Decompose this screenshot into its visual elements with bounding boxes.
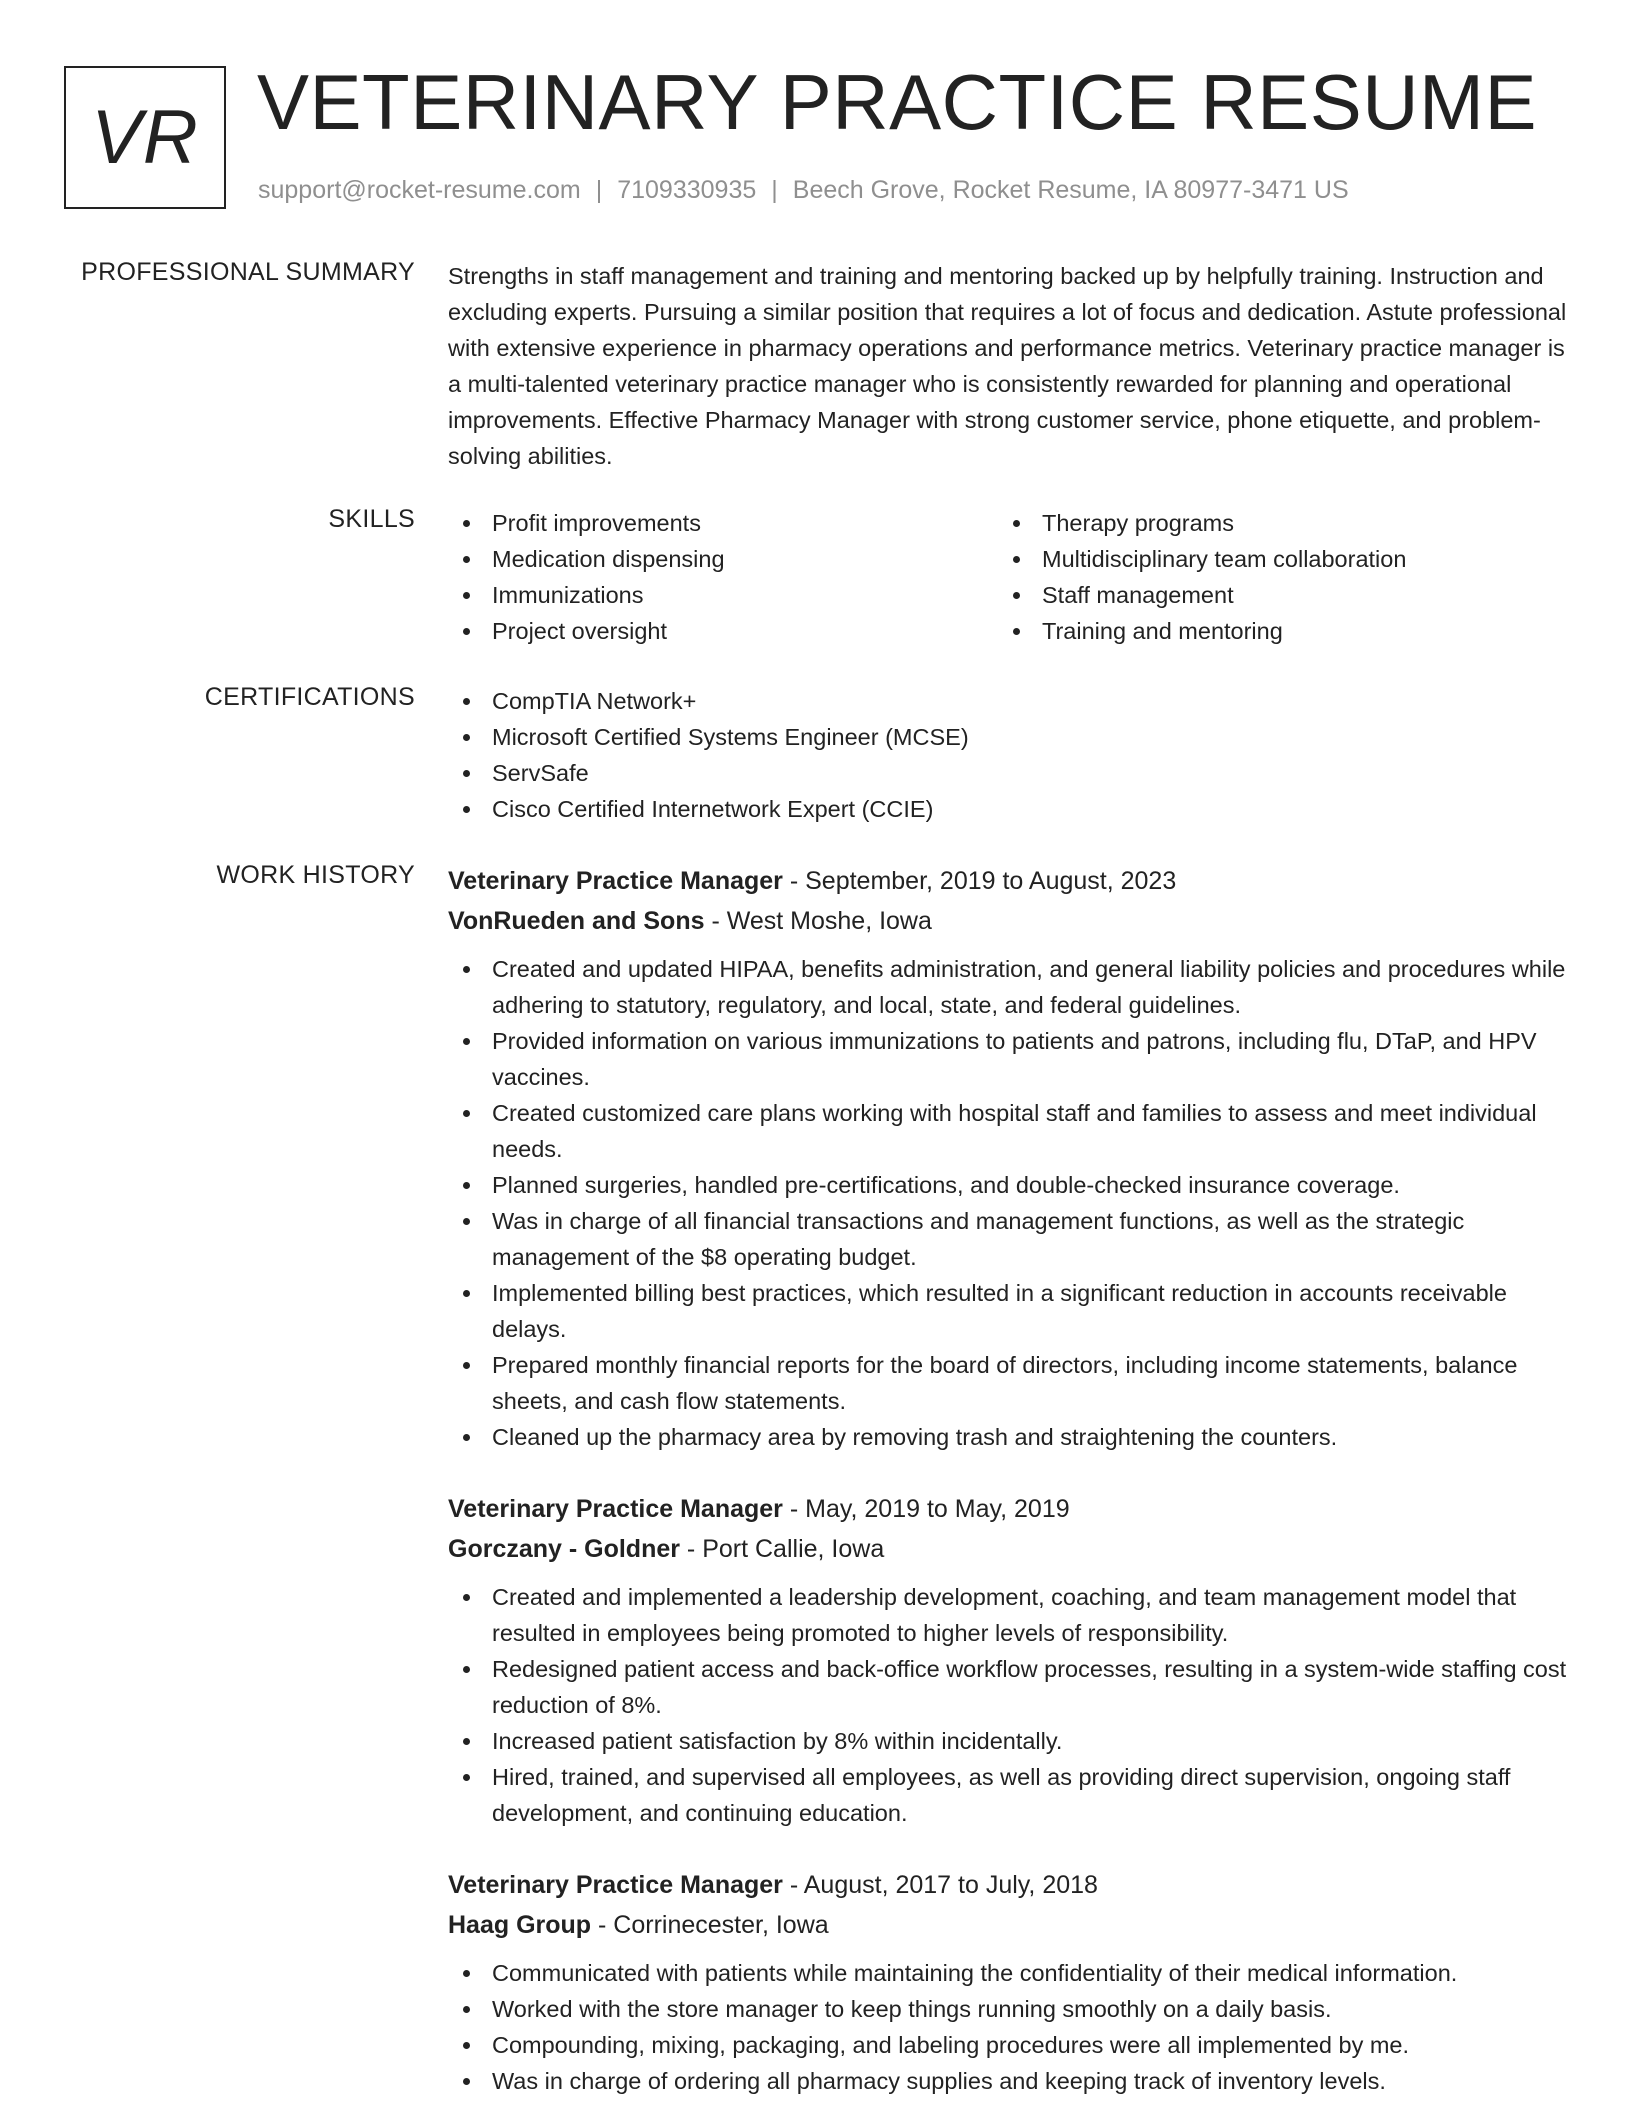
skill-item: Therapy programs — [998, 505, 1548, 541]
skills-grid — [448, 505, 1572, 649]
job-location: - West Moshe, Iowa — [704, 907, 932, 935]
resume-title: VETERINARY PRACTICE RESUME — [257, 58, 1538, 146]
job-company: Haag Group — [448, 1911, 592, 1939]
job-duty: Hired, trained, and supervised all employees, as well as providing direct supervision, ongoing staff development, and continuing education. — [448, 1759, 1572, 1831]
job-entry — [448, 1865, 1572, 2099]
job-location: - Corrinecester, Iowa — [591, 1911, 829, 1939]
skill-item: Training and mentoring — [998, 613, 1548, 649]
monogram-initials: VR — [91, 95, 199, 180]
skill-item: Medication dispensing — [448, 541, 998, 577]
job-dates: - May, 2019 to May, 2019 — [782, 1495, 1070, 1523]
job-location: - Port Callie, Iowa — [679, 1535, 885, 1563]
certifications-heading: CERTIFICATIONS — [204, 683, 415, 711]
summary-text: Strengths in staff management and training and mentoring backed up by helpfully training. Instruction and excluding experts. Pursuing a similar position that requires a lot of focus and dedication. Astute professional with extensive experience in pharmacy operations and performance metrics. Veterinary practice manager is a multi-talented veterinary practice manager who is consistently rewarded for planning and operational improvements. Effective Pharmacy Manager with strong customer service, phone etiquette, and problem-solving abilities. — [448, 263, 1567, 469]
work-history-heading: WORK HISTORY — [216, 861, 415, 889]
skill-item: Staff management — [998, 577, 1548, 613]
job-title-line — [448, 1865, 1572, 1905]
monogram-badge — [64, 66, 226, 209]
job-duty: Worked with the store manager to keep things running smoothly on a daily basis. — [448, 1991, 1572, 2027]
summary-heading: PROFESSIONAL SUMMARY — [81, 258, 415, 286]
job-company-line — [448, 901, 1572, 941]
skills-list-right — [998, 505, 1548, 649]
contact-address: Beech Grove, Rocket Resume, IA 80977-3471 US — [792, 176, 1349, 204]
contact-separator: | — [595, 176, 603, 204]
job-duty: Redesigned patient access and back-office workflow processes, resulting in a system-wide staffing cost reduction of 8%. — [448, 1651, 1572, 1723]
job-duty: Prepared monthly financial reports for the board of directors, including income statements, balance sheets, and cash flow statements. — [448, 1347, 1572, 1419]
skill-item: Immunizations — [448, 577, 998, 613]
job-duty: Communicated with patients while maintaining the confidentiality of their medical information. — [448, 1955, 1572, 1991]
job-duty: Implemented billing best practices, which resulted in a significant reduction in accounts receivable delays. — [448, 1275, 1572, 1347]
job-entry — [448, 1489, 1572, 1831]
job-role: Veterinary Practice Manager — [448, 1871, 783, 1899]
job-title-line — [448, 1489, 1572, 1529]
job-role: Veterinary Practice Manager — [448, 1495, 783, 1523]
job-duty: Compounding, mixing, packaging, and labeling procedures were all implemented by me. — [448, 2027, 1572, 2063]
certification-item: ServSafe — [448, 755, 1572, 791]
contact-separator: | — [771, 176, 778, 204]
certifications-list — [448, 683, 1572, 827]
contact-phone[interactable]: 7109330935 — [617, 176, 757, 204]
job-entry — [448, 861, 1572, 1455]
job-duty: Was in charge of all financial transactions and management functions, as well as the strategic management of the $8 operating budget. — [448, 1203, 1572, 1275]
contact-email[interactable]: support@rocket-resume.com — [258, 176, 581, 204]
skills-heading: SKILLS — [328, 505, 415, 533]
job-role: Veterinary Practice Manager — [448, 867, 783, 895]
job-company: VonRueden and Sons — [448, 907, 705, 935]
skills-list-left — [448, 505, 998, 649]
job-duties-list — [448, 1955, 1572, 2099]
job-dates: - August, 2017 to July, 2018 — [782, 1871, 1098, 1899]
job-company-line — [448, 1529, 1572, 1569]
certification-item: CompTIA Network+ — [448, 683, 1572, 719]
job-company-line — [448, 1905, 1572, 1945]
contact-line — [258, 176, 1349, 205]
job-duty: Was in charge of ordering all pharmacy supplies and keeping track of inventory levels. — [448, 2063, 1572, 2099]
job-title-line — [448, 861, 1572, 901]
job-duty: Planned surgeries, handled pre-certifications, and double-checked insurance coverage. — [448, 1167, 1572, 1203]
skill-item: Project oversight — [448, 613, 998, 649]
job-duty: Created customized care plans working with hospital staff and families to assess and meet individual needs. — [448, 1095, 1572, 1167]
certification-item: Cisco Certified Internetwork Expert (CCIE) — [448, 791, 1572, 827]
skill-item: Multidisciplinary team collaboration — [998, 541, 1548, 577]
job-duty: Cleaned up the pharmacy area by removing trash and straightening the counters. — [448, 1419, 1572, 1455]
job-dates: - September, 2019 to August, 2023 — [782, 867, 1177, 895]
job-duties-list — [448, 951, 1572, 1455]
skill-item: Profit improvements — [448, 505, 998, 541]
certification-item: Microsoft Certified Systems Engineer (MCSE) — [448, 719, 1572, 755]
job-duty: Created and implemented a leadership development, coaching, and team management model that resulted in employees being promoted to higher levels of responsibility. — [448, 1579, 1572, 1651]
job-duties-list — [448, 1579, 1572, 1831]
job-duty: Provided information on various immunizations to patients and patrons, including flu, DTaP, and HPV vaccines. — [448, 1023, 1572, 1095]
job-duty: Increased patient satisfaction by 8% within incidentally. — [448, 1723, 1572, 1759]
job-company: Gorczany - Goldner — [448, 1535, 680, 1563]
job-duty: Created and updated HIPAA, benefits administration, and general liability policies and procedures while adhering to statutory, regulatory, and local, state, and federal guidelines. — [448, 951, 1572, 1023]
